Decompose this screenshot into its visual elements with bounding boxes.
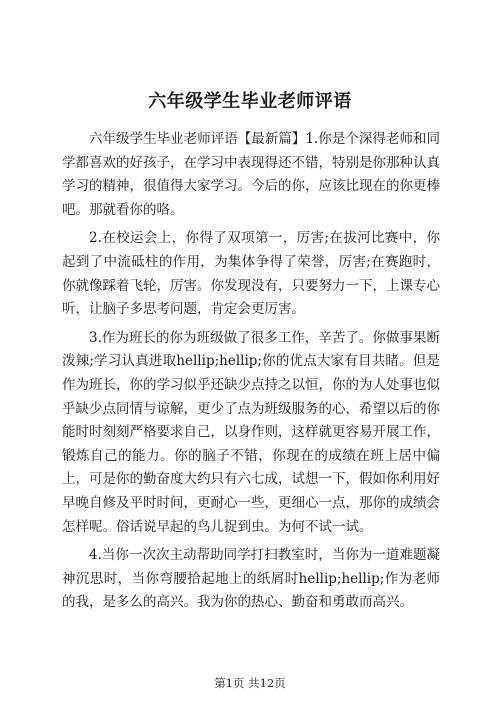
document-title: 六年级学生毕业老师评语 — [148, 91, 352, 112]
document-body — [62, 128, 440, 620]
paragraph-2: 2.在校运会上，你得了双项第一，厉害;在拔河比赛中，你起到了中流砥柱的作用，为集体争得了荣誉，厉害;在赛跑时，你就像踩着飞轮，厉害。你发现没有，只要努力一下，上课专心听，让脑子多思考问题，肯定会更厉害。 — [62, 230, 440, 318]
paragraph-4: 4.当你一次次主动帮助同学打扫教室时，当你为一道难题凝神沉思时，当你弯腰拾起地上的纸屑时hellip;hellip;作为老师的我，是多么的高兴。我为你的热心、勤奋和勇敢而高兴。 — [62, 547, 440, 611]
paragraph-1: 六年级学生毕业老师评语【最新篇】1.你是个深得老师和同学都喜欢的好孩子，在学习中表现得还不错，特别是你那种认真学习的精神，很值得大家学习。今后的你，应该比现在的你更棒吧。那就看你的咯。 — [62, 131, 440, 218]
page-number-footer: 第1页 共12页 — [214, 676, 286, 690]
paragraph-3: 3.作为班长的你为班级做了很多工作，辛苦了。你做事果断泼辣;学习认真进取hellip;hellip;你的优点大家有目共睹。但是作为班长，你的学习似乎还缺少点持之以恒，你的为人处事也似乎缺少点同情与谅解，更少了点为班级服务的心，希望以后的你能时时刻刻严格要求自己，以身作则，这样就更容易开展工作，锻炼自己的能力。你的脑子不错，你现在的成绩在班上居中偏上，可是你的勤奋度大约只有六七成，试想一下，假如你利用好早晚自修及平时时间，更耐心一些，更细心一点，那你的成绩会怎样呢。俗话说早起的鸟儿捉到虫。为何不试一试。 — [62, 329, 440, 535]
